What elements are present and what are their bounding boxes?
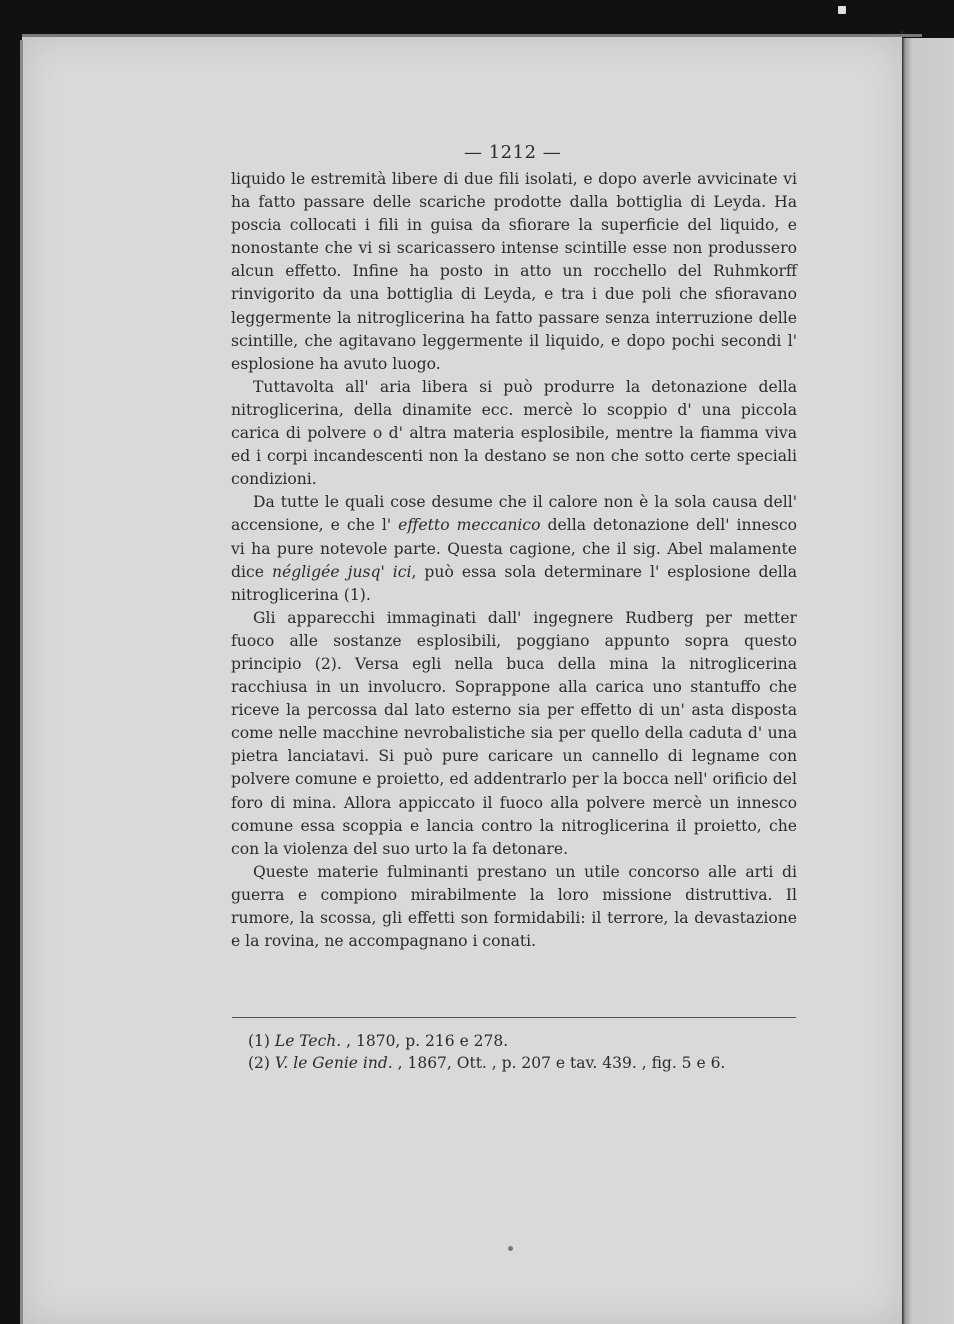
next-page-edge [902, 38, 954, 1324]
paragraph-4: Gli apparecchi immaginati dall' ingegnere Rudberg per metter fuoco alle sostanze esplosibili, poggiano appunto sopra questo principio (2). Versa egli nella buca della mina la nitroglicerina racchiusa in un involucro. Soprappone alla carica uno stantuffo che riceve la percossa dal lato esterno sia per effetto di un' asta disposta come nelle macchine nevrobalistiche sia per quello della caduta d' una pietra lanciatavi. Si può pure caricare un cannello di legname con polvere comune e proietto, ed addentrarlo per la bocca nell' orificio del foro di mina. Allora appiccato il fuoco alla polvere mercè un innesco comune essa scoppia e lancia contro la nitroglicerina il proietto, che con la violenza del suo urto la fa detonare. [231, 608, 797, 858]
paragraph-1: liquido le estremità libere di due fili isolati, e dopo averle avvicinate vi ha fatto passare delle scariche prodotte dalla bottiglia di Leyda. Ha poscia collocati i fili in guisa da sfiorare la superficie del liquido, e nonostante che vi si scaricassero intense scintille esse non produssero alcun effetto. Infine ha posto in atto un rocchello del Ruhmkorff rinvigorito da una bottiglia di Leyda, e tra i due poli che sfioravano leggermente la nitroglicerina ha fatto passare senza interruzione delle scintille, che agitavano leggermente il liquido, e dopo pochi secondi l' esplosione ha avuto luogo. [231, 170, 797, 373]
paragraph-2: Tuttavolta all' aria libera si può produrre la detonazione della nitroglicerina, della dinamite ecc. mercè lo scoppio d' una piccola carica di polvere o d' altra materia esplosibile, mentre la fiamma viva ed i corpi incandescenti non la destano se non che sotto certe speciali condizioni. [231, 377, 797, 489]
footnote-source: V. le Genie ind. [274, 1054, 393, 1072]
footnote-mark: (2) [248, 1054, 270, 1072]
footnote-detail: , 1867, Ott. , p. 207 e tav. 439. , fig. 5 e 6. [392, 1054, 726, 1072]
footnote-source: Le Tech. [274, 1032, 342, 1050]
paper-speck [508, 1246, 513, 1251]
footnotes [248, 1030, 808, 1074]
paragraph-5: Queste materie fulminanti prestano un utile concorso alle arti di guerra e compiono mirabilmente la loro missione distruttiva. Il rumore, la scossa, gli effetti son formidabili: il terrore, la devastazione e la rovina, ne accompagnano i conati. [231, 862, 797, 951]
footnote-detail: , 1870, p. 216 e 278. [341, 1032, 509, 1050]
page-left-edge [20, 40, 23, 1324]
scan-mark [838, 6, 846, 14]
page-top-edge [22, 34, 922, 37]
footnote-1 [248, 1030, 808, 1052]
paragraph-3-part-c: , può essa sola determinare l' esplosione della nitroglicerina (1). [231, 562, 797, 604]
footnote-2 [248, 1052, 808, 1074]
italic-negligee: négligée jusq' ici [271, 562, 412, 581]
paragraph-3-part-a: Da tutte le quali cose desume che il calore non è la sola causa dell' accensione, e che l' [231, 493, 797, 535]
footnote-mark: (1) [248, 1032, 270, 1050]
italic-effetto-meccanico: effetto meccanico [398, 516, 541, 535]
body-text [231, 168, 797, 953]
paragraph-3 [231, 491, 797, 606]
page-number: — 1212 — [464, 142, 562, 163]
paragraph-3-part-b: della detonazione dell' innesco vi ha pure notevole parte. Questa cagione, che il sig. Abel malamente dice [231, 516, 797, 581]
footnote-rule [232, 1017, 796, 1018]
